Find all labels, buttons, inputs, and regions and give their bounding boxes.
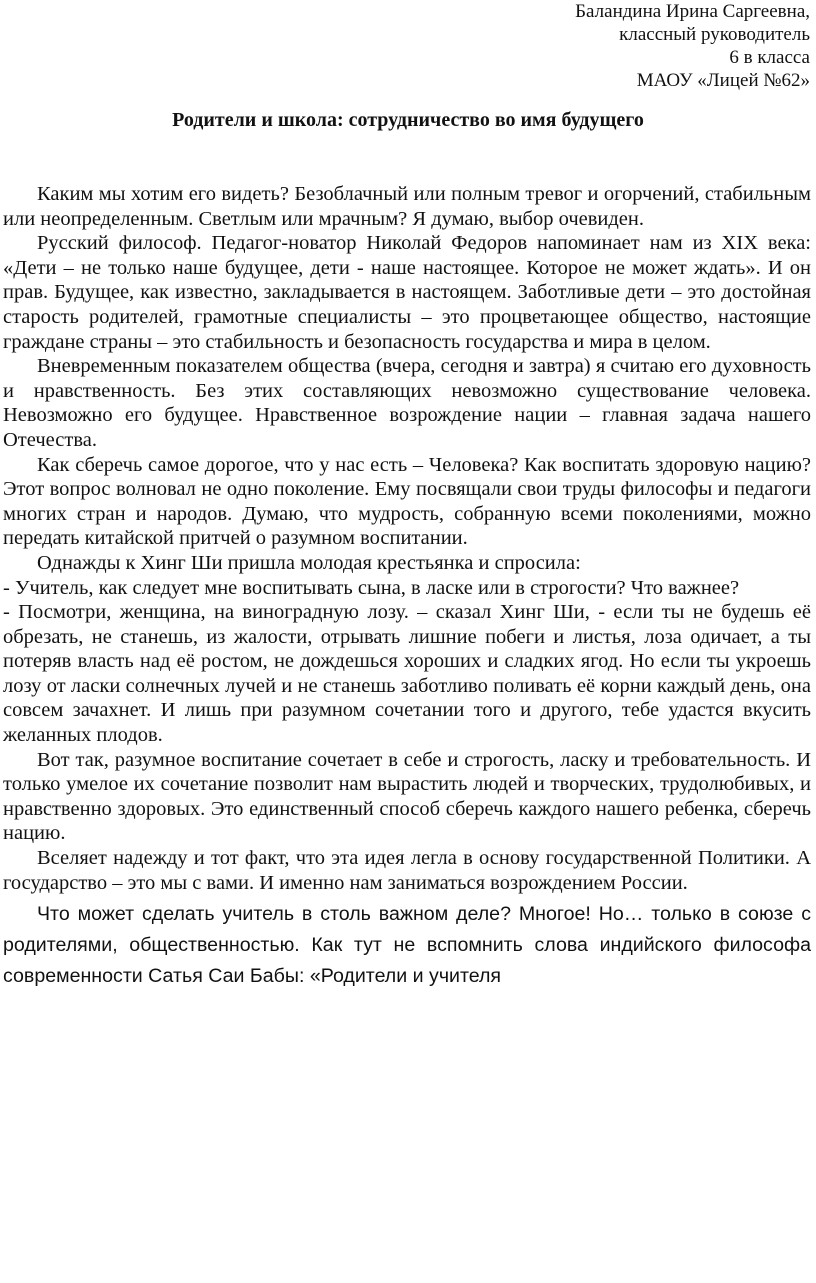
paragraph: Вневременным показателем общества (вчера, сегодня и завтра) я считаю его духовность и нравственность. Без этих составляющих невозможно существование человека. Невозможно его будущее. Нравственное возрождение нации – главная задача нашего Отечества. — [3, 355, 811, 451]
document-body — [3, 182, 811, 992]
author-school: МАОУ «Лицей №62» — [636, 70, 810, 91]
paragraph: Что может сделать учитель в столь важном деле? Многое! Но… только в союзе с родителями, общественностью. Как тут не вспомнить слова индийского философа современности Сатья Саи Бабы: «Родители и учителя — [3, 903, 811, 988]
dialogue-line: - Посмотри, женщина, на виноградную лозу. – сказал Хинг Ши, - если ты не будешь её обрезать, не станешь, из жалости, отрывать лишние побеги и листья, лоза одичает, а ты потеряв власть над её ростом, не дождешься хороших и сладких ягод. Но если ты укроешь лозу от ласки солнечных лучей и не станешь заботливо поливать её корни каждый день, она совсем зачахнет. И лишь при разумном сочетании того и другого, тебе удастся вкусить желанных плодов. — [3, 601, 811, 747]
paragraph: Каким мы хотим его видеть? Безоблачный или полным тревог и огорчений, стабильным или неопределенным. Светлым или мрачным? Я думаю, выбор очевиден. — [3, 183, 811, 230]
author-info — [410, 0, 810, 92]
author-name: Баландина Ирина Саргеевна, — [575, 1, 810, 22]
paragraph: Вот так, разумное воспитание сочетает в себе и строгость, ласку и требовательность. И только умелое их сочетание позволит нам вырастить людей и творческих, трудолюбивых, и нравственно здоровых. Это единственный способ сберечь каждого нашего ребенка, сберечь нацию. — [3, 748, 811, 845]
document-title: Родители и школа: сотрудничество во имя будущего — [172, 109, 644, 131]
paragraph: Как сберечь самое дорогое, что у нас есть – Человека? Как воспитать здоровую нацию? Этот вопрос волновал не одно поколение. Ему посвящали свои труды философы и педагоги многих стран и народов. Думаю, что мудрость, собранную всеми поколениями, можно передать китайской притчей о разумном воспитании. — [3, 453, 811, 550]
paragraph: Русский философ. Педагог-новатор Николай Федоров напоминает нам из XIX века: «Дети – не только наше будущее, дети - наше настоящее. Которое не может ждать». И он прав. Будущее, как известно, закладывается в настоящем. Заботливые дети – это достойная старость родителей, грамотные специалисты – это процветающее общество, настоящие граждане страны – это стабильность и безопасность государства и мира в целом. — [3, 232, 811, 353]
dialogue-line: - Учитель, как следует мне воспитывать сына, в ласке или в строгости? Что важнее? — [3, 576, 740, 599]
paragraph: Однажды к Хинг Ши пришла молодая крестьянка и спросила: — [37, 551, 581, 574]
paragraph: Вселяет надежду и тот факт, что эта идея легла в основу государственной Политики. А государство – это мы с вами. И именно нам заниматься возрождением России. — [3, 847, 811, 894]
author-position: классный руководитель — [619, 24, 810, 45]
author-class: 6 в класса — [729, 47, 810, 68]
